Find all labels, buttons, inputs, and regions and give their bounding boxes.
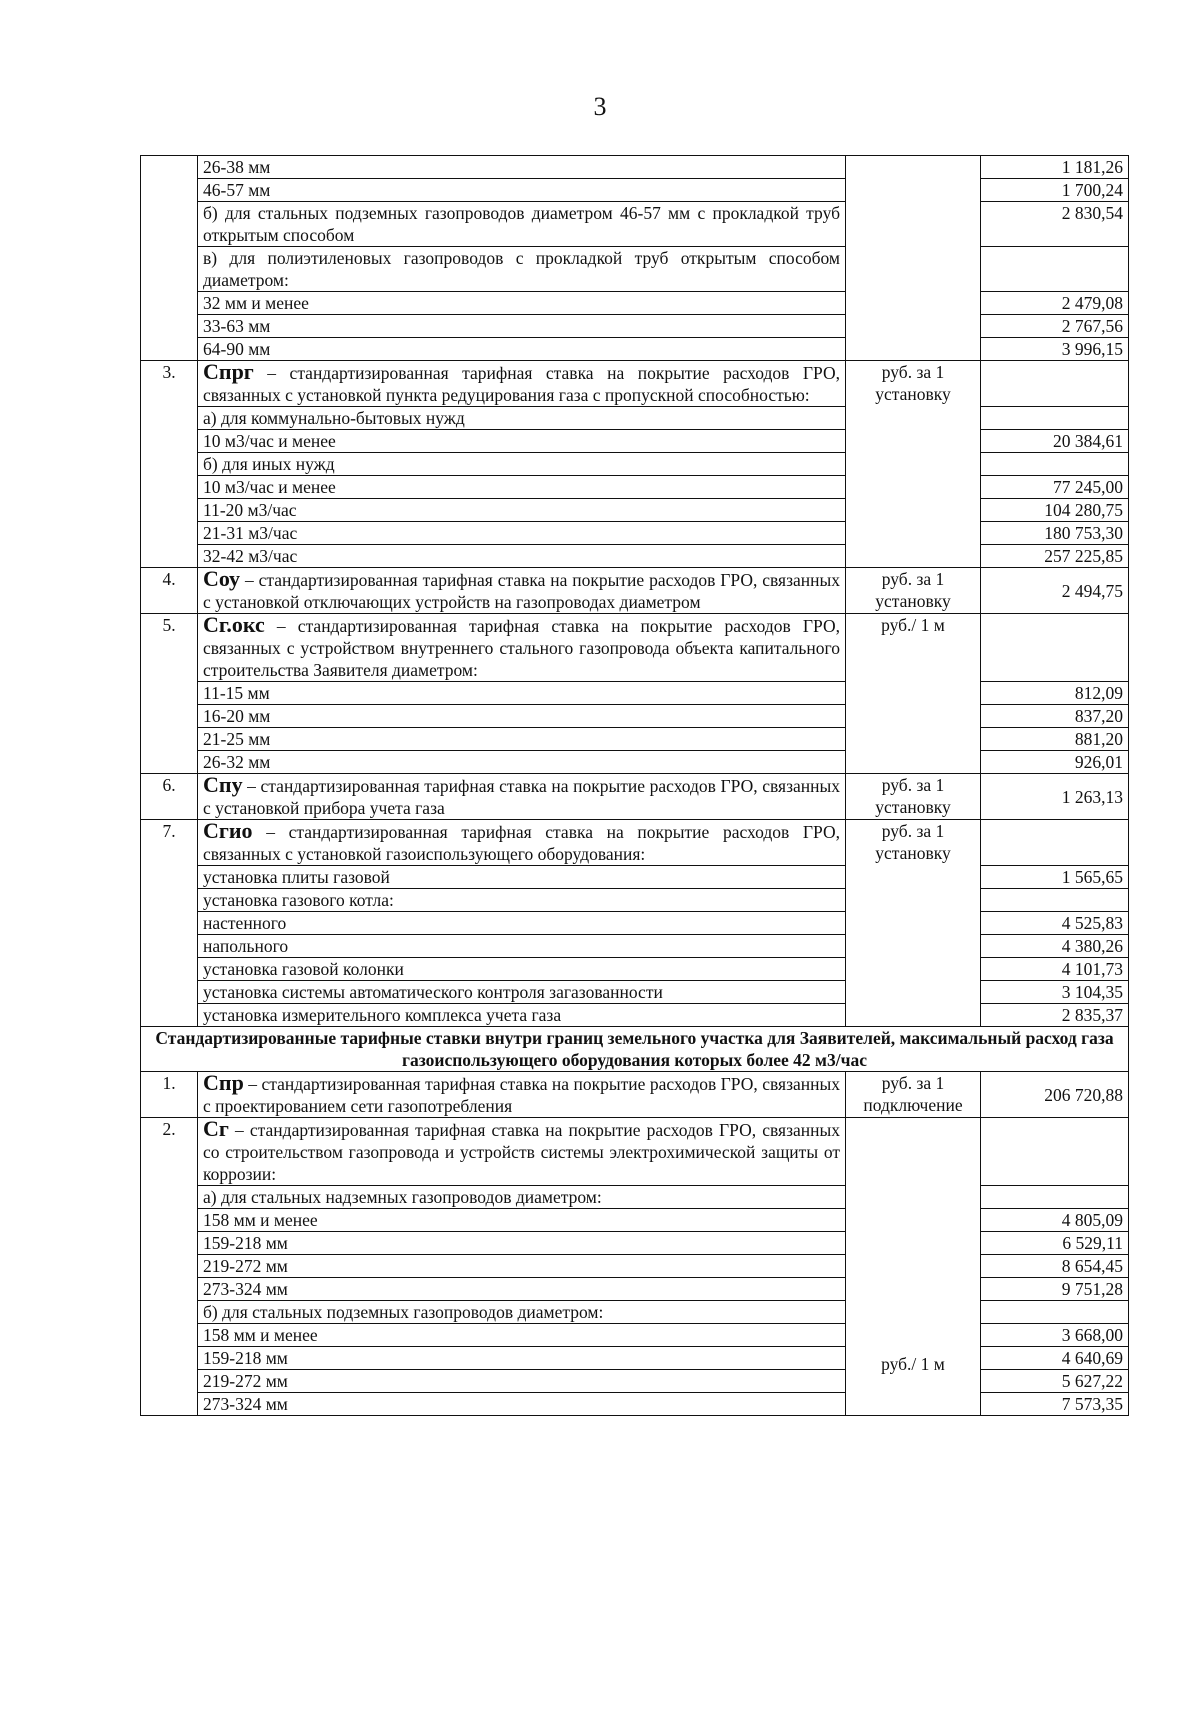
row-label: 159-218 мм bbox=[198, 1347, 846, 1370]
table-row bbox=[141, 1278, 1129, 1301]
row-label: установка плиты газовой bbox=[198, 866, 846, 889]
row-value: 257 225,85 bbox=[981, 545, 1129, 568]
tariff-code: Спрг bbox=[203, 359, 254, 384]
row-value bbox=[981, 820, 1129, 866]
tariff-code: Соу bbox=[203, 566, 241, 591]
row-value: 4 805,09 bbox=[981, 1209, 1129, 1232]
table-row bbox=[141, 958, 1129, 981]
table-row bbox=[141, 179, 1129, 202]
row-value: 926,01 bbox=[981, 751, 1129, 774]
table-row bbox=[141, 1255, 1129, 1278]
table-row bbox=[141, 1232, 1129, 1255]
row-value bbox=[981, 614, 1129, 682]
section-header-row bbox=[141, 1027, 1129, 1072]
tariff-description: – стандартизированная тарифная ставка на покрытие расходов ГРО, связанных с установкой отключающих устройств на газопроводах диаметром bbox=[203, 570, 840, 612]
tariff-description: – стандартизированная тарифная ставка на покрытие расходов ГРО, связанных с проектированием сети газопотребления bbox=[203, 1074, 840, 1116]
tariff-code: Спу bbox=[203, 772, 243, 797]
row-label: а) для стальных надземных газопроводов диаметром: bbox=[198, 1186, 846, 1209]
table-row bbox=[141, 1301, 1129, 1324]
row-label: 32 мм и менее bbox=[198, 292, 846, 315]
table-row bbox=[141, 820, 1129, 866]
row-value: 2 830,54 bbox=[981, 202, 1129, 247]
table-row bbox=[141, 247, 1129, 292]
row-label bbox=[198, 774, 846, 820]
row-label: 273-324 мм bbox=[198, 1393, 846, 1416]
row-label: 21-31 м3/час bbox=[198, 522, 846, 545]
tariff-description: – стандартизированная тарифная ставка на покрытие расходов ГРО, связанных с установкой газоиспользующего оборудования: bbox=[203, 822, 840, 864]
table-row bbox=[141, 1186, 1129, 1209]
row-unit: руб. за 1 установку bbox=[846, 820, 981, 1027]
row-number: 6. bbox=[141, 774, 198, 820]
row-unit bbox=[846, 156, 981, 361]
row-label bbox=[198, 614, 846, 682]
row-number: 7. bbox=[141, 820, 198, 1027]
row-number: 3. bbox=[141, 361, 198, 568]
row-label: в) для полиэтиленовых газопроводов с прокладкой труб открытым способом диаметром: bbox=[198, 247, 846, 292]
row-value: 8 654,45 bbox=[981, 1255, 1129, 1278]
row-label: 11-15 мм bbox=[198, 682, 846, 705]
row-label: 46-57 мм bbox=[198, 179, 846, 202]
table-row bbox=[141, 568, 1129, 614]
row-unit: руб./ 1 м bbox=[846, 1118, 981, 1416]
tariff-code: Сг bbox=[203, 1116, 229, 1141]
row-unit: руб./ 1 м bbox=[846, 614, 981, 774]
row-unit: руб. за 1 установку bbox=[846, 568, 981, 614]
row-label bbox=[198, 568, 846, 614]
row-unit: руб. за 1 установку bbox=[846, 361, 981, 568]
row-label: б) для стальных подземных газопроводов диаметром: bbox=[198, 1301, 846, 1324]
row-label: напольного bbox=[198, 935, 846, 958]
row-value: 4 640,69 bbox=[981, 1347, 1129, 1370]
row-value: 4 101,73 bbox=[981, 958, 1129, 981]
row-value bbox=[981, 1301, 1129, 1324]
tariff-description: – стандартизированная тарифная ставка на покрытие расходов ГРО, связанных с установкой пункта редуцирования газа с пропускной способностью: bbox=[203, 363, 840, 405]
row-value: 4 525,83 bbox=[981, 912, 1129, 935]
row-label: установка измерительного комплекса учета газа bbox=[198, 1004, 846, 1027]
tariff-code: Сгио bbox=[203, 818, 253, 843]
table-row bbox=[141, 292, 1129, 315]
row-value bbox=[981, 453, 1129, 476]
table-row bbox=[141, 499, 1129, 522]
row-label: 159-218 мм bbox=[198, 1232, 846, 1255]
table-row bbox=[141, 705, 1129, 728]
tariff-description: – стандартизированная тарифная ставка на покрытие расходов ГРО, связанных с устройством внутреннего стального газопровода объекта капитального строительства Заявителя диаметром: bbox=[203, 616, 840, 680]
row-value: 837,20 bbox=[981, 705, 1129, 728]
table-row bbox=[141, 361, 1129, 407]
tariff-code: Спр bbox=[203, 1070, 244, 1095]
table-row bbox=[141, 453, 1129, 476]
row-number: 2. bbox=[141, 1118, 198, 1416]
table-row bbox=[141, 315, 1129, 338]
row-label: 26-38 мм bbox=[198, 156, 846, 179]
row-value: 1 565,65 bbox=[981, 866, 1129, 889]
row-value: 2 479,08 bbox=[981, 292, 1129, 315]
row-label: 158 мм и менее bbox=[198, 1324, 846, 1347]
row-label: 10 м3/час и менее bbox=[198, 476, 846, 499]
row-value: 77 245,00 bbox=[981, 476, 1129, 499]
row-label: 64-90 мм bbox=[198, 338, 846, 361]
table-row bbox=[141, 1004, 1129, 1027]
table-row bbox=[141, 545, 1129, 568]
table-row bbox=[141, 1209, 1129, 1232]
row-value: 1 263,13 bbox=[981, 774, 1129, 820]
table-row bbox=[141, 866, 1129, 889]
row-label: установка газового котла: bbox=[198, 889, 846, 912]
table-row bbox=[141, 1370, 1129, 1393]
row-value: 881,20 bbox=[981, 728, 1129, 751]
table-row bbox=[141, 407, 1129, 430]
row-unit: руб. за 1 установку bbox=[846, 774, 981, 820]
row-value: 9 751,28 bbox=[981, 1278, 1129, 1301]
row-value bbox=[981, 889, 1129, 912]
row-label: установка системы автоматического контроля загазованности bbox=[198, 981, 846, 1004]
table-row bbox=[141, 338, 1129, 361]
row-value: 812,09 bbox=[981, 682, 1129, 705]
row-label: б) для стальных подземных газопроводов диаметром 46-57 мм с прокладкой труб открытым способом bbox=[198, 202, 846, 247]
row-value: 5 627,22 bbox=[981, 1370, 1129, 1393]
row-label: 273-324 мм bbox=[198, 1278, 846, 1301]
row-value: 104 280,75 bbox=[981, 499, 1129, 522]
table-row bbox=[141, 430, 1129, 453]
tariff-code: Сг.окс bbox=[203, 612, 265, 637]
row-label: 219-272 мм bbox=[198, 1255, 846, 1278]
table-row bbox=[141, 1393, 1129, 1416]
row-value: 4 380,26 bbox=[981, 935, 1129, 958]
row-value bbox=[981, 407, 1129, 430]
table-row bbox=[141, 156, 1129, 179]
row-value: 20 384,61 bbox=[981, 430, 1129, 453]
row-label: 10 м3/час и менее bbox=[198, 430, 846, 453]
table-row bbox=[141, 751, 1129, 774]
row-value: 180 753,30 bbox=[981, 522, 1129, 545]
row-label bbox=[198, 361, 846, 407]
table-row bbox=[141, 682, 1129, 705]
table-row bbox=[141, 912, 1129, 935]
row-label bbox=[198, 1072, 846, 1118]
row-label: настенного bbox=[198, 912, 846, 935]
row-label: а) для коммунально-бытовых нужд bbox=[198, 407, 846, 430]
table-row bbox=[141, 1324, 1129, 1347]
row-label: 16-20 мм bbox=[198, 705, 846, 728]
row-value: 2 494,75 bbox=[981, 568, 1129, 614]
row-label: 219-272 мм bbox=[198, 1370, 846, 1393]
row-label: 32-42 м3/час bbox=[198, 545, 846, 568]
row-label bbox=[198, 1118, 846, 1186]
row-label: 11-20 м3/час bbox=[198, 499, 846, 522]
page-number: 3 bbox=[593, 92, 607, 121]
row-number: 5. bbox=[141, 614, 198, 774]
table-row bbox=[141, 202, 1129, 247]
table-row bbox=[141, 774, 1129, 820]
table-row bbox=[141, 889, 1129, 912]
row-label bbox=[198, 820, 846, 866]
row-value bbox=[981, 1186, 1129, 1209]
section-title: Стандартизированные тарифные ставки внутри границ земельного участка для Заявителей, максимальный расход газа газоиспользующего оборудования которых более 42 м3/час bbox=[141, 1027, 1129, 1072]
row-value: 2 835,37 bbox=[981, 1004, 1129, 1027]
table-row bbox=[141, 1118, 1129, 1186]
row-unit: руб. за 1 подключение bbox=[846, 1072, 981, 1118]
row-label: 33-63 мм bbox=[198, 315, 846, 338]
table-row bbox=[141, 1072, 1129, 1118]
row-value: 6 529,11 bbox=[981, 1232, 1129, 1255]
row-value: 3 996,15 bbox=[981, 338, 1129, 361]
table-row bbox=[141, 935, 1129, 958]
row-value: 3 104,35 bbox=[981, 981, 1129, 1004]
tariff-description: – стандартизированная тарифная ставка на покрытие расходов ГРО, связанных с установкой прибора учета газа bbox=[203, 776, 840, 818]
table-row bbox=[141, 728, 1129, 751]
table-row bbox=[141, 476, 1129, 499]
table-row bbox=[141, 614, 1129, 682]
table-row bbox=[141, 1347, 1129, 1370]
row-value: 206 720,88 bbox=[981, 1072, 1129, 1118]
table-row bbox=[141, 981, 1129, 1004]
row-label: б) для иных нужд bbox=[198, 453, 846, 476]
row-value: 7 573,35 bbox=[981, 1393, 1129, 1416]
row-value: 2 767,56 bbox=[981, 315, 1129, 338]
row-number bbox=[141, 156, 198, 361]
tariff-table bbox=[140, 155, 1129, 1416]
row-value: 1 181,26 bbox=[981, 156, 1129, 179]
row-value bbox=[981, 247, 1129, 292]
row-label: 158 мм и менее bbox=[198, 1209, 846, 1232]
row-value bbox=[981, 361, 1129, 407]
row-value: 1 700,24 bbox=[981, 179, 1129, 202]
row-number: 1. bbox=[141, 1072, 198, 1118]
row-value: 3 668,00 bbox=[981, 1324, 1129, 1347]
row-number: 4. bbox=[141, 568, 198, 614]
row-label: установка газовой колонки bbox=[198, 958, 846, 981]
table-row bbox=[141, 522, 1129, 545]
row-value bbox=[981, 1118, 1129, 1186]
row-label: 21-25 мм bbox=[198, 728, 846, 751]
row-label: 26-32 мм bbox=[198, 751, 846, 774]
tariff-description: – стандартизированная тарифная ставка на покрытие расходов ГРО, связанных со строительством газопровода и устройств системы электрохимической защиты от коррозии: bbox=[203, 1120, 840, 1184]
